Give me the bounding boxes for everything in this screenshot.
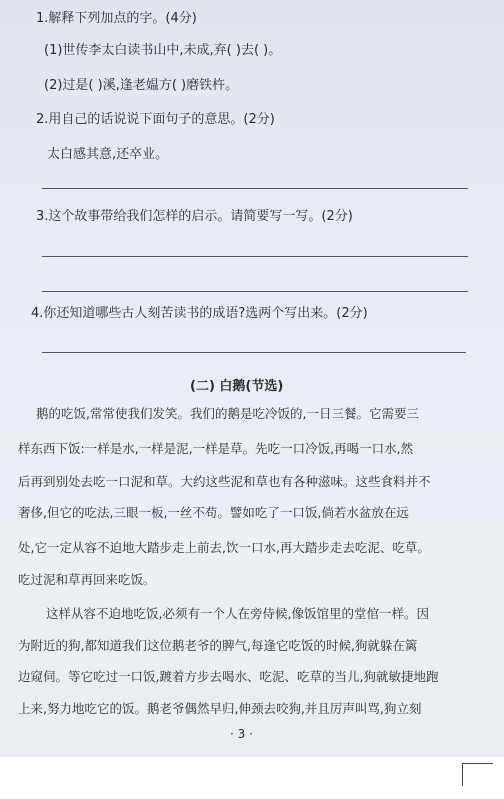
crop-mark — [462, 763, 493, 786]
question-1-item-1: (1)世传李太白读书山中,未成,弃( )去( )。 — [44, 43, 282, 58]
passage-line: 这样从容不迫地吃饭,必须有一个人在旁侍候,像饭馆里的堂倌一样。因 — [46, 606, 429, 621]
answer-line[interactable] — [42, 352, 466, 353]
passage-line: 吃过泥和草再回来吃饭。 — [18, 572, 156, 587]
question-4-title: 4.你还知道哪些古人刻苦读书的成语?选两个写出来。(2分) — [31, 306, 368, 321]
passage-line: 为附近的狗,都知道我们这位鹅老爷的脾气,每逢它吃饭的时候,狗就躲在篱 — [18, 638, 418, 653]
question-2-title: 2.用自己的话说说下面句子的意思。(2分) — [36, 112, 275, 127]
page-number: · 3 · — [230, 727, 253, 741]
question-2-sentence: 太白感其意,还卒业。 — [47, 147, 169, 162]
passage-line: 上来,努力地吃它的饭。鹅老爷偶然早归,伸颈去咬狗,并且厉声叫骂,狗立刻 — [18, 701, 422, 716]
question-3-title: 3.这个故事带给我们怎样的启示。请简要写一写。(2分) — [36, 209, 353, 224]
answer-line[interactable] — [42, 291, 468, 292]
question-1-title: 1.解释下列加点的字。(4分) — [36, 11, 197, 26]
passage-line: 样东西下饭:一样是水,一样是泥,一样是草。先吃一口冷饭,再喝一口水,然 — [18, 441, 414, 456]
passage-line: 边窥伺。等它吃过一口饭,踱着方步去喝水、吃泥、吃草的当儿,狗就敏捷地跑 — [18, 669, 439, 684]
sheet-bottom-margin — [0, 757, 504, 799]
passage-line: 奢侈,但它的吃法,三眼一板,一丝不苟。譬如吃了一口饭,倘若水盆放在远 — [18, 505, 409, 520]
answer-line[interactable] — [42, 188, 468, 189]
passage-line: 后再到别处去吃一口泥和草。大约这些泥和草也有各种滋味。这些食料并不 — [18, 474, 431, 489]
passage-line: 鹅的吃饭,常常使我们发笑。我们的鹅是吃冷饭的,一日三餐。它需要三 — [36, 406, 419, 421]
passage-line: 处,它一定从容不迫地大踏步走上前去,饮一口水,再大踏步走去吃泥、吃草。 — [18, 540, 430, 555]
answer-line[interactable] — [42, 256, 468, 257]
passage-heading: (二) 白鹅(节选) — [190, 379, 284, 394]
question-1-item-2: (2)过是( )溪,逢老媪方( )磨铁杵。 — [44, 78, 239, 93]
